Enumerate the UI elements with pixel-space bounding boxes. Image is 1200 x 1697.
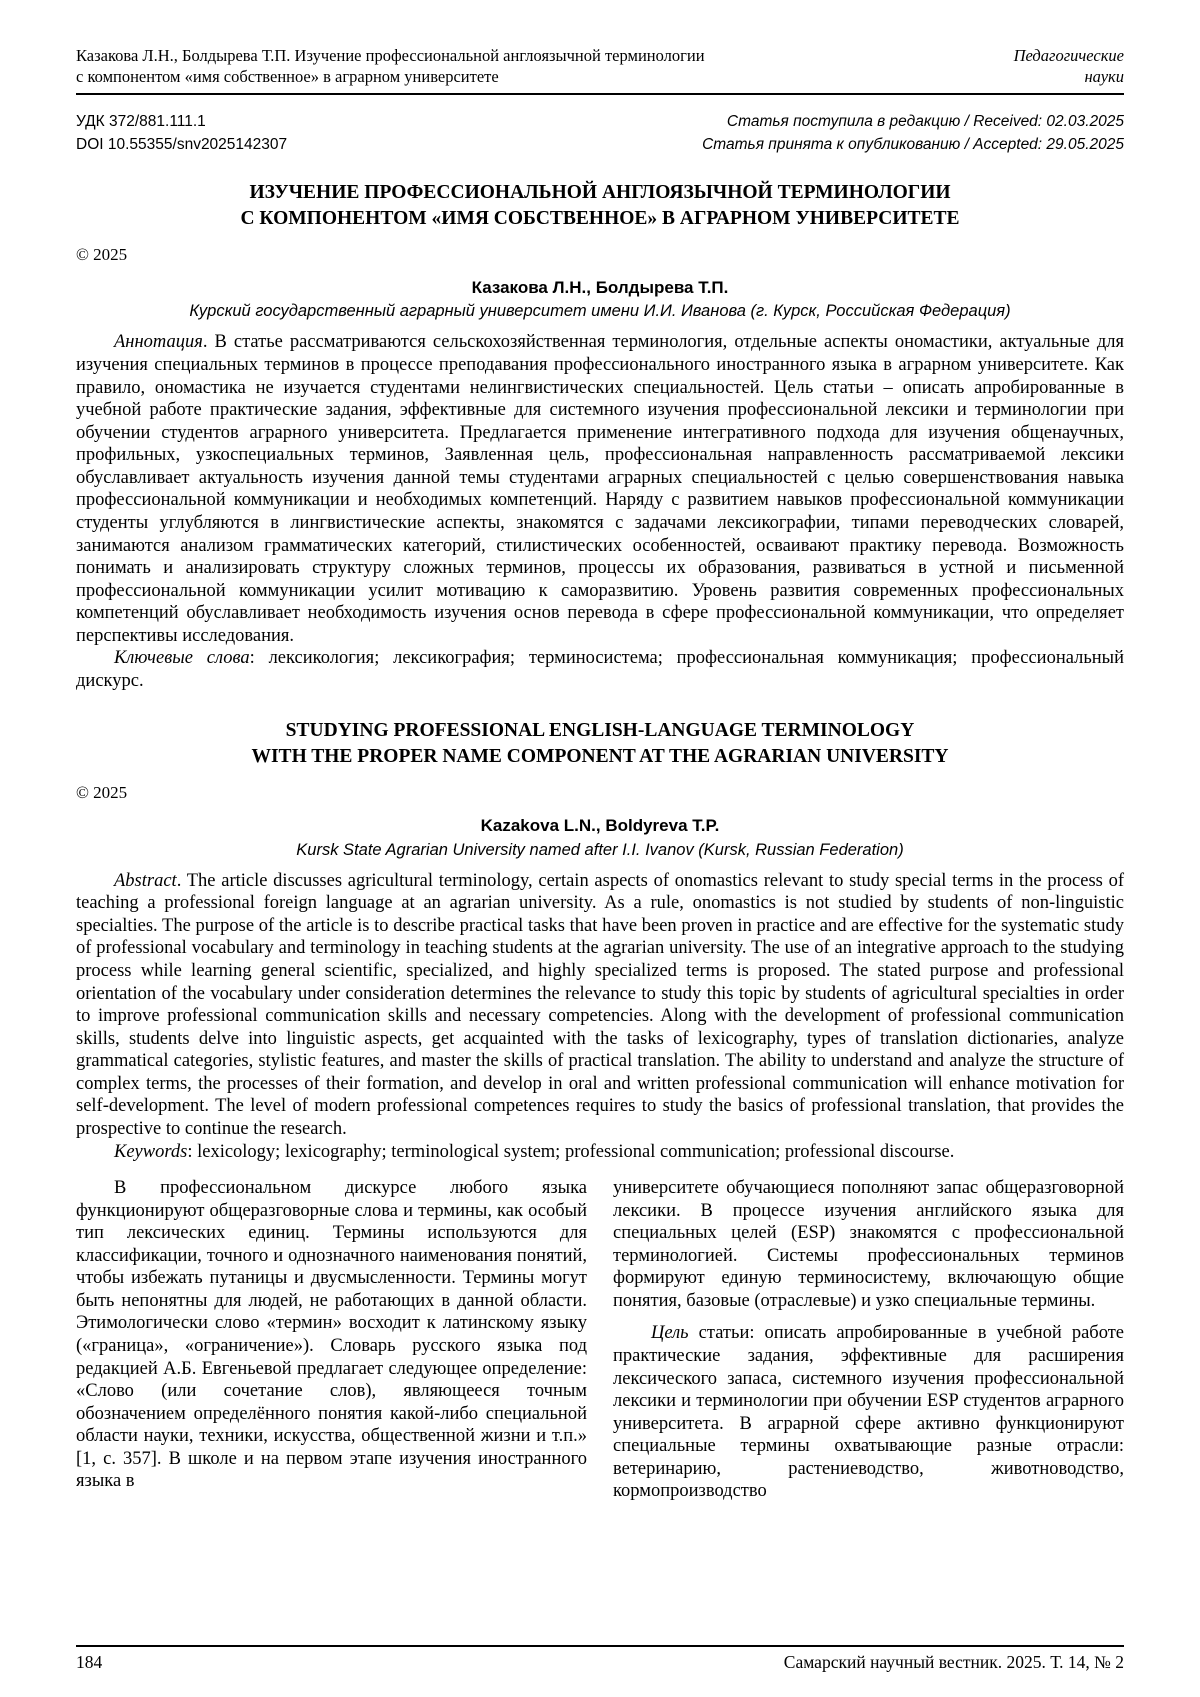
page-number: 184 <box>76 1651 103 1672</box>
section-label <box>1014 46 1124 87</box>
body-columns <box>76 1177 1124 1503</box>
copyright-ru: © 2025 <box>76 244 128 264</box>
abstract-ru <box>76 331 1124 647</box>
page-footer <box>76 1645 1124 1673</box>
goal-text: статьи: описать апробированные в учебной работе практические задания, эффективные для расширения лексического запаса, системного изучения профессиональной лексики и терминологии при обучении ESP студентов аграрного университета. В аграрной сфере активно функционируют специальные термины охватывающие разные отрасли: ветеринарию, растениеводство, животноводство, кормопроизводство <box>613 1323 1124 1502</box>
running-title <box>76 46 705 87</box>
journal-title: Самарский научный вестник. 2025. Т. 14, № 2 <box>783 1651 1124 1672</box>
affiliation-en: Kursk State Agrarian University named after I.I. Ivanov (Kursk, Russian Federation) <box>296 840 904 859</box>
abstract-en-text: . The article discusses agricultural terminology, certain aspects of onomastics relevant to study special terms in the process of teaching a professional foreign language at an agrarian university. As a rule, onomastics is not studied by students of non-linguistic specialties. The purpose of the article is to describe practical tasks that have been proven in practice and are effective for the systematic study of professional vocabulary and terminology in teaching students at the agrarian university. The use of an integrative approach to the studying process while learning general scientific, specialized, and highly specialized terms is proposed. The stated purpose and professional orientation of the vocabulary under consideration determines the relevance to study this topic by students of agricultural specialties in order to improve professional communication skills and necessary competencies. Along with the development of professional communication skills, students delve into linguistic aspects, get acquainted with the tasks of lexicography, types of translation dictionaries, analyze grammatical categories, stylistic features, and master the skills of practical translation. The ability to understand and analyze the structure of complex terms, the processes of their formation, and develop in oral and written professional communication will enhance motivation for self-development. The level of modern professional competences requires to study the basics of professional translation, that provides the prospective to continue the research. <box>76 870 1124 1139</box>
article-title-ru <box>76 180 1124 231</box>
abstract-en <box>76 870 1124 1141</box>
keywords-en <box>76 1141 1124 1164</box>
body-column-right <box>613 1177 1124 1503</box>
keywords-ru-label: Ключевые слова <box>114 648 250 669</box>
keywords-ru <box>76 647 1124 692</box>
running-title-line2: с компонентом «имя собственное» в аграрном университете <box>76 66 499 86</box>
keywords-en-label: Keywords <box>114 1141 188 1162</box>
abstract-en-label: Abstract <box>114 870 177 891</box>
article-ids <box>76 111 287 156</box>
copyright-en: © 2025 <box>76 783 128 803</box>
body-paragraph-right-2 <box>613 1322 1124 1503</box>
keywords-ru-text: : лексикология; лексикография; терминосистема; профессиональная коммуникация; профессиональный дискурс. <box>76 648 1124 691</box>
article-dates <box>702 111 1124 156</box>
running-head <box>76 46 1124 95</box>
section-label-line2: науки <box>1084 66 1124 86</box>
doi-code: DOI 10.55355/snv2025142307 <box>76 135 288 153</box>
abstract-ru-text: . В статье рассматриваются сельскохозяйственная терминология, отдельные аспекты ономастики, актуальные для изучения специальных терминов в процессе преподавания профессионального иностранного языка в аграрном университете. Как правило, ономастика не изучается студентами нелингвистических специальностей. Цель статьи – описать апробированные в учебной работе практические задания, эффективные для системного изучения профессиональной лексики и терминологии при обучении студентов аграрного университета. Предлагается применение интегративного подхода для изучения общенаучных, профильных, узкоспециальных терминов, Заявленная цель, профессиональная направленность рассматриваемой лексики обуславливает актуальность изучения данной темы студентами аграрных специальностей с целью совершенствования навыка профессиональной коммуникации и необходимых компетенций. Наряду с развитием навыков профессиональной коммуникации студенты углубляются в лингвистические аспекты, знакомятся с задачами лексикографии, типами переводческих словарей, занимаются анализом грамматических категорий, стилистических особенностей, осваивают практику перевода. Возможность понимать и анализировать структуру сложных терминов, процессы их образования, развиваться в устной и письменной профессиональной коммуникации усилит мотивацию к саморазвитию. Уровень развития современных профессиональных компетенций обуславливает необходимость изучения основ перевода в сфере профессиональной коммуникации, что определяет перспективы исследования. <box>76 332 1124 646</box>
body-paragraph-right-1: университете обучающиеся пополняют запас общеразговорной лексики. В процессе изучения английского языка для специальных целей (ESP) знакомятся с профессиональной терминологией. Системы профессиональных терминов формируют единую терминосистему, включающую общие понятия, базовые (отраслевые) и узко специальные термины. <box>613 1178 1124 1311</box>
article-title-en-line2: WITH THE PROPER NAME COMPONENT AT THE AGRARIAN UNIVERSITY <box>251 745 949 767</box>
body-paragraph-left: В профессиональном дискурсе любого языка функционируют общеразговорные слова и термины, как особый тип лексических единиц. Термины используются для классификации, точного и однозначного наименования понятий, чтобы избежать путаницы и двусмысленности. Термины могут быть непонятны для людей, не работающих в данной области. Этимологически слово «термин» восходит к латинскому языку («граница», «ограничение»). Словарь русского языка под редакцией А.Б. Евгеньевой предлагает следующее определение: «Слово (или сочетание слов), являющееся точным обозначением определённого понятия какой-либо специальной области науки, техники, искусства, общественной жизни и т.п.» [1, с. 357]. В школе и на первом этапе изучения иностранного языка в <box>76 1178 587 1492</box>
authors-ru: Казакова Л.Н., Болдырева Т.П. <box>471 277 729 297</box>
article-title-ru-line1: ИЗУЧЕНИЕ ПРОФЕССИОНАЛЬНОЙ АНГЛОЯЗЫЧНОЙ ТЕРМИНОЛОГИИ <box>249 182 951 204</box>
abstract-ru-label: Аннотация <box>114 332 203 353</box>
section-label-line1: Педагогические <box>1013 46 1124 65</box>
affiliation-ru: Курский государственный аграрный университет имени И.И. Иванова (г. Курск, Российская Федерация) <box>189 302 1011 321</box>
accepted-date: Статья принята к опубликованию / Accepted: 29.05.2025 <box>702 135 1124 153</box>
running-title-line1: Казакова Л.Н., Болдырева Т.П. Изучение профессиональной англоязычной терминологии <box>76 46 705 65</box>
keywords-en-text: : lexicology; lexicography; terminological system; professional communication; professional discourse. <box>187 1141 955 1162</box>
article-meta <box>76 111 1124 156</box>
article-title-ru-line2: С КОМПОНЕНТОМ «ИМЯ СОБСТВЕННОЕ» В АГРАРНОМ УНИВЕРСИТЕТЕ <box>240 207 960 229</box>
goal-lead: Цель <box>651 1323 689 1344</box>
article-title-en-line1: STUDYING PROFESSIONAL ENGLISH-LANGUAGE TERMINOLOGY <box>285 720 915 742</box>
authors-en: Kazakova L.N., Boldyreva T.P. <box>480 815 720 835</box>
received-date: Статья поступила в редакцию / Received: 02.03.2025 <box>726 113 1124 131</box>
body-column-left <box>76 1177 587 1503</box>
udc-code: УДК 372/881.111.1 <box>76 113 206 131</box>
article-title-en <box>76 718 1124 769</box>
